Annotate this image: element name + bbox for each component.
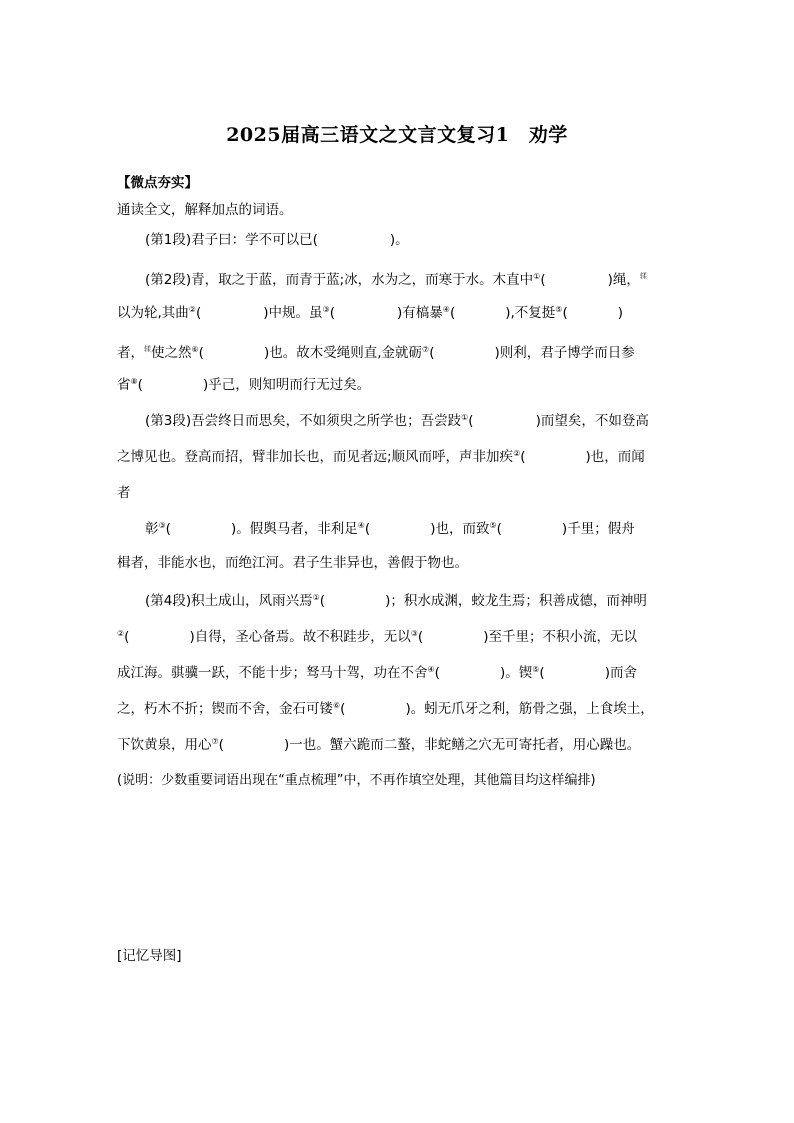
editorial-note: (说明：少数重要词语出现在“重点梳理”中，不再作填空处理，其他篇目均这样编排) [117,773,596,788]
paragraph-4-line-2: ②( )自得，圣心备焉。故不积跬步，无以③( )至千里；不积小流，无以 [117,629,637,645]
page-title: 2025届高三语文之文言文复习1 劝学 [226,124,568,146]
paragraph-3-line-3: 者 [117,485,131,501]
paragraph-4-line-5: 下饮黄泉，用心⑦( )一也。蟹六跪而二螯，非蛇鳝之穴无可寄托者，用心躁也。 [117,737,641,753]
instruction-text: 通读全文，解释加点的词语。 [117,202,293,218]
paragraph-4-line-4: 之，朽木不折；锲而不舍，金石可镂⑥( )。蚓无爪牙之利，筋骨之强，上食埃土， [117,701,654,717]
paragraph-3-line-1: (第3段)吾尝终日而思矣，不如须臾之所学也；吾尝跂①( )而望矣，不如登高 [145,413,649,429]
paragraph-4-line-1: (第4段)积土成山，风雨兴焉①( )；积水成渊，蛟龙生焉；积善成德，而神明 [145,593,647,609]
paragraph-2-line-3: 者，$^𫐓$使之然⑥( )也。故木受绳则直,金就砺⑦( )则利，君子博学而日参 [117,345,635,361]
section-heading: 【微点夯实】 [117,175,198,191]
paragraph-2-line-1: (第2段)青，取之于蓝，而青于蓝;冰，水为之，而寒于水。木直中①( )绳，$^𫐓$ [145,272,647,288]
memory-map-label: [记忆导图] [117,948,182,964]
paragraph-3-line-2: 之博见也。登高而招，臂非加长也，而见者远;顺风而呼，声非加疾②( )也，而闻 [117,449,645,465]
paragraph-3-line-4: 彰③( )。假舆马者，非利足④( )也，而致⑤( )千里；假舟 [145,521,635,537]
paragraph-4-line-3: 成江海。骐骥一跃，不能十步；驽马十驾，功在不舍④( )。锲⑤( )而舍 [117,665,637,681]
paragraph-2-line-2: 以为轮,其曲②( )中规。虽③( )有槁暴④( ),不复挺⑤( ) [117,305,624,321]
paragraph-3-line-5: 楫者，非能水也，而绝江河。君子生非异也，善假于物也。 [117,555,468,571]
paragraph-1-line: (第1段)君子曰：学不可以已( )。 [145,232,409,248]
paragraph-2-line-4: 省⑧( )乎己，则知明而行无过矣。 [117,377,371,393]
